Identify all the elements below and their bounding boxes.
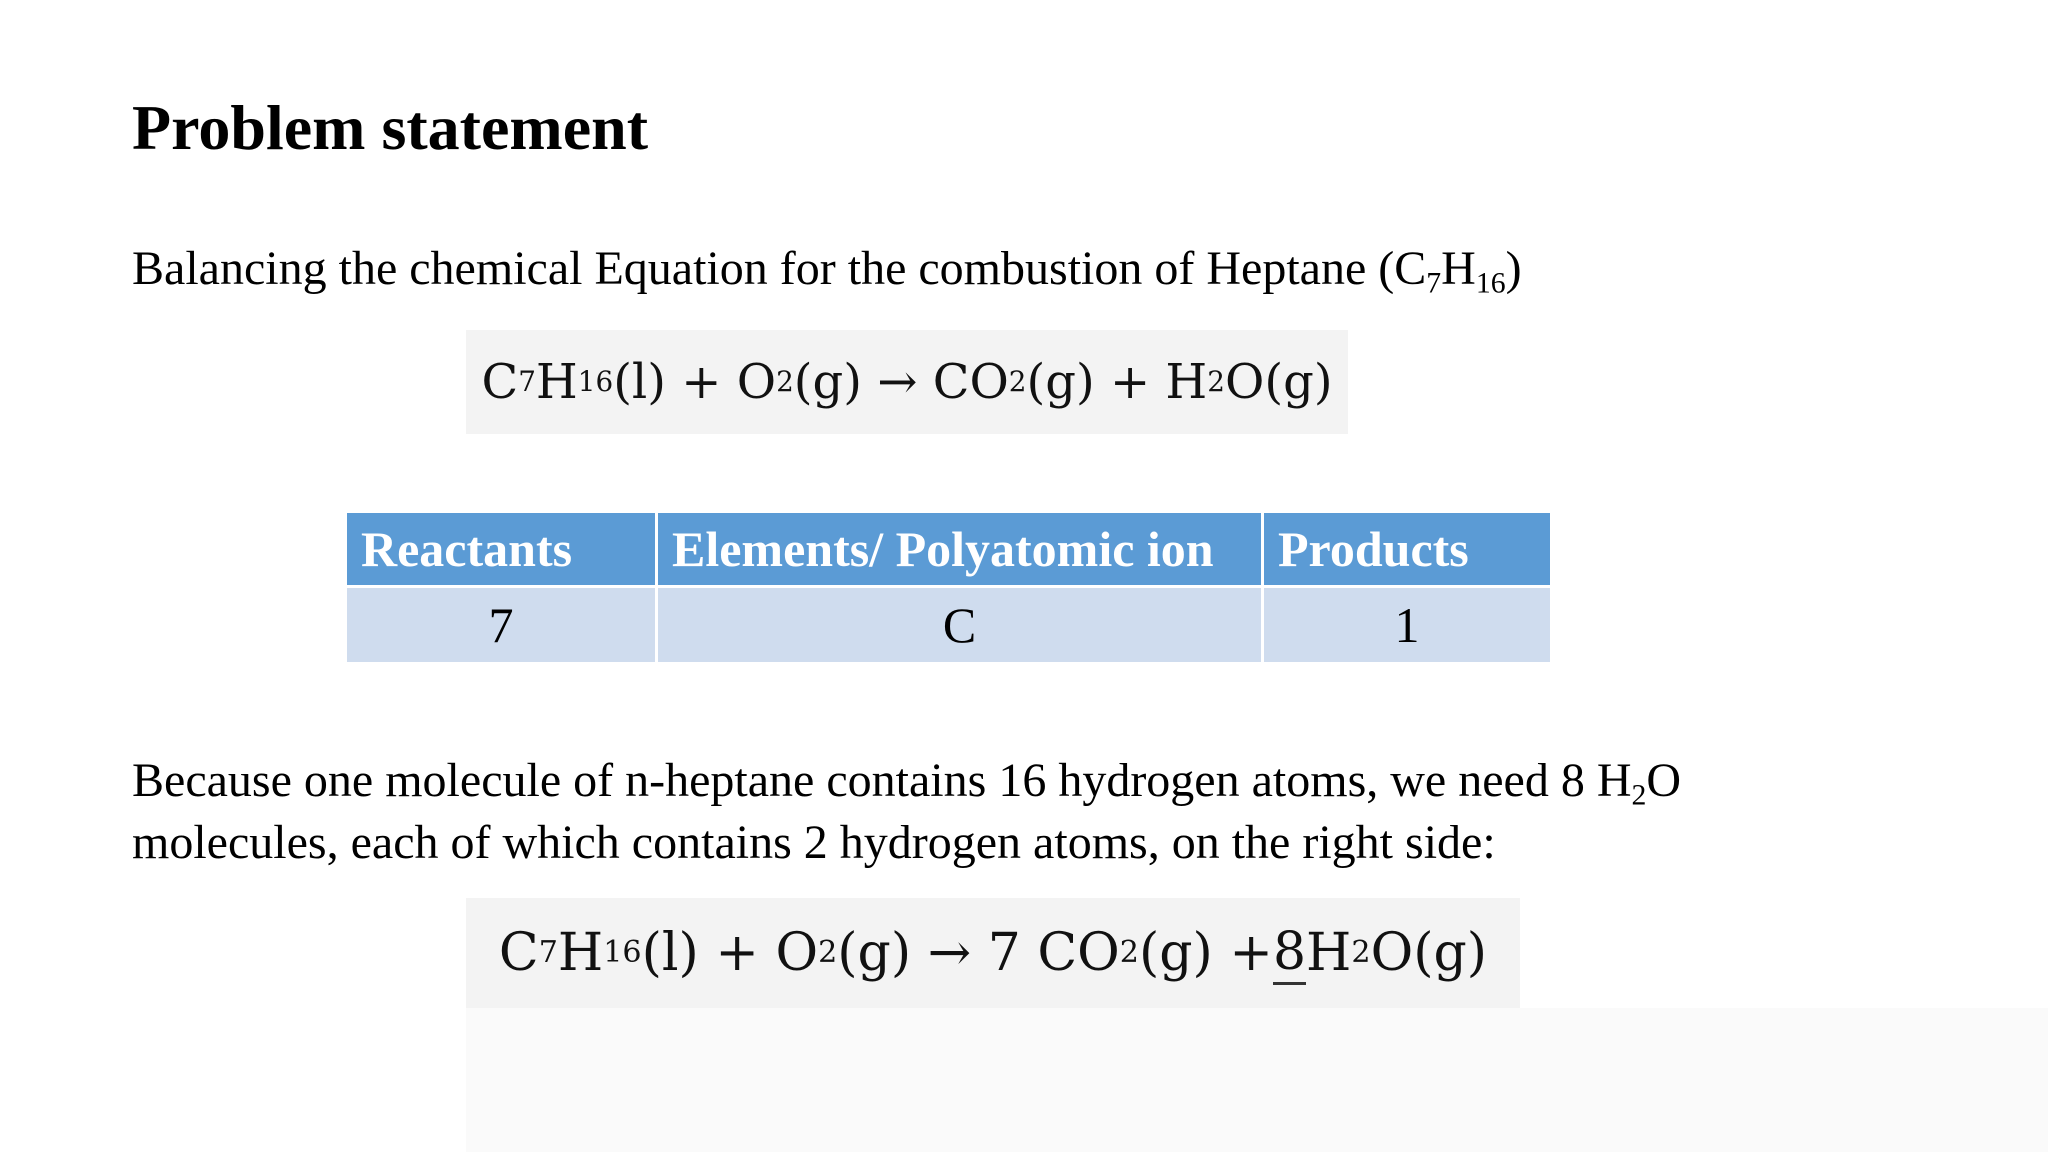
coefficient-eight: 8: [1273, 922, 1306, 985]
header-reactants: Reactants: [347, 513, 655, 585]
equation-unbalanced: C 7 H 16 (l) + O 2 (g) → CO 2 (g) + H 2 O(g): [466, 330, 1348, 434]
header-products: Products: [1264, 513, 1550, 585]
cell-reactants: 7: [347, 588, 655, 662]
table-row: [347, 588, 1550, 662]
cell-element: C: [658, 588, 1261, 662]
balance-table: [344, 510, 1553, 665]
page-title: Problem statement: [132, 92, 648, 163]
equation-background: [466, 1008, 2048, 1152]
header-elements: Elements/ Polyatomic ion: [658, 513, 1261, 585]
table-header-row: [347, 513, 1550, 585]
explanation-paragraph: Because one molecule of n-heptane contains 16 hydrogen atoms, we need 8 $H_2O$ molecules, each of which contains 2 hydrogen atoms, on the right side:: [132, 754, 1682, 869]
intro-text: Balancing the chemical Equation for the combustion of Heptane $(C_7H_{16})$: [132, 242, 1522, 300]
equation-partially-balanced: C 7 H 16 (l) + O 2 (g) → 7 CO 2 (g) + 8 H 2 O(g): [466, 898, 1520, 1008]
cell-products: 1: [1264, 588, 1550, 662]
